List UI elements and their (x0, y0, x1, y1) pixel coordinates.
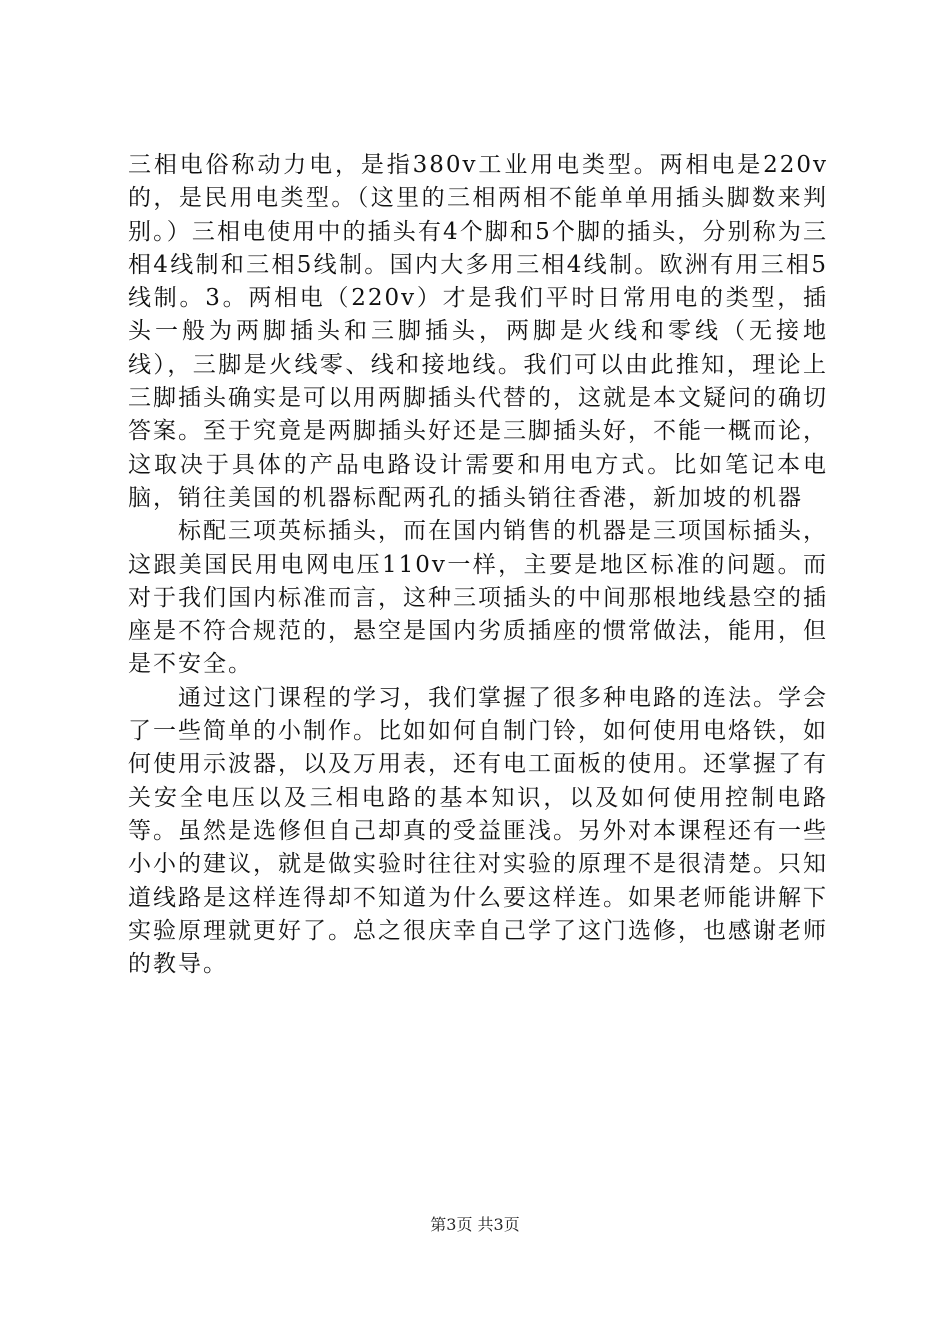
page-footer: 第3页 共3页 (430, 1215, 520, 1234)
paragraph-1: 三相电俗称动力电，是指380v工业用电类型。两相电是220v的，是民用电类型。（这里的三相两相不能单单用插头脚数来判别。）三相电使用中的插头有4个脚和5个脚的插头，分别称为三相4线制和三相5线制。国内大多用三相4线制。欧洲有用三相5线制。3。两相电（220v）才是我们平时日常用电的类型，插头一般为两脚插头和三脚插头，两脚是火线和零线（无接地线），三脚是火线零、线和接地线。我们可以由此推知，理论上三脚插头确实是可以用两脚插头代替的，这就是本文疑问的确切答案。至于究竟是两脚插头好还是三脚插头好，不能一概而论，这取决于具体的产品电路设计需要和用电方式。比如笔记本电脑，销往美国的机器标配两孔的插头销往香港，新加坡的机器 (128, 152, 828, 511)
paragraph-3: 通过这门课程的学习，我们掌握了很多种电路的连法。学会了一些简单的小制作。比如如何自制门铃，如何使用电烙铁，如何使用示波器，以及万用表，还有电工面板的使用。还掌握了有关安全电压以及三相电路的基本知识，以及如何使用控制电路等。虽然是选修但自己却真的受益匪浅。另外对本课程还有一些小小的建议，就是做实验时往往对实验的原理不是很清楚。只知道线路是这样连得却不知道为什么要这样连。如果老师能讲解下实验原理就更好了。总之很庆幸自己学了这门选修，也感谢老师的教导。 (128, 684, 828, 978)
paragraph-2: 标配三项英标插头，而在国内销售的机器是三项国标插头，这跟美国民用电网电压110v一样，主要是地区标准的问题。而对于我们国内标准而言，这种三项插头的中间那根地线悬空的插座是不符合规范的，悬空是国内劣质插座的惯常做法，能用，但是不安全。 (128, 518, 828, 678)
document-body (128, 149, 828, 981)
